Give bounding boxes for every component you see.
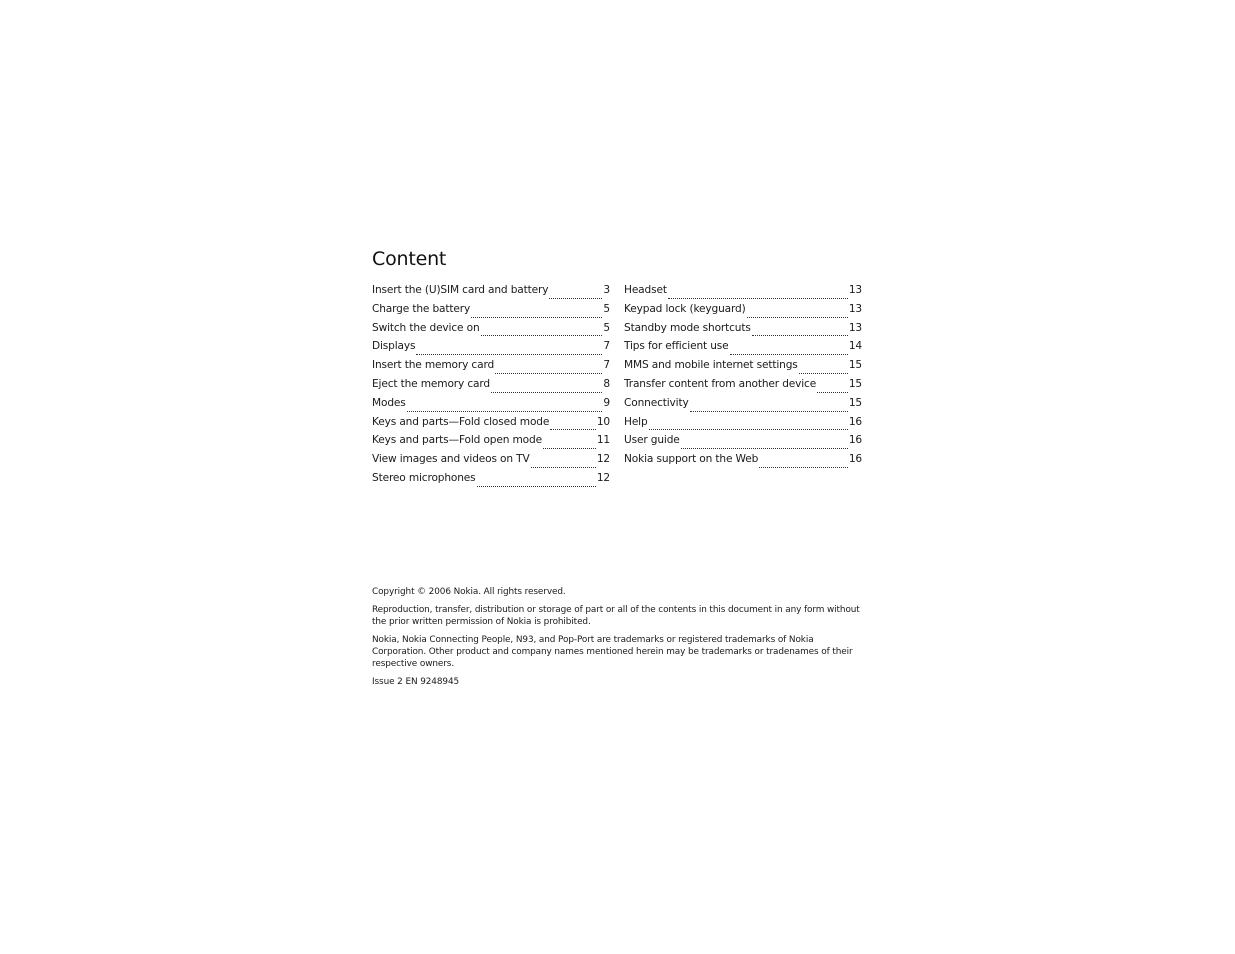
toc-entry-page: 15	[848, 396, 862, 409]
toc-entry-label: Connectivity	[624, 396, 689, 409]
toc-entry-label: Switch the device on	[372, 321, 480, 334]
toc-entry[interactable]	[624, 322, 862, 341]
toc-entry-page: 12	[596, 453, 610, 466]
toc-entry-label: Charge the battery	[372, 302, 471, 315]
toc-entry-page: 16	[848, 453, 862, 466]
toc-entry[interactable]	[372, 359, 610, 378]
toc-leader-dots	[759, 465, 848, 468]
toc-entry-label: Keys and parts—Fold closed mode	[372, 415, 550, 428]
toc-entry[interactable]	[372, 472, 610, 491]
toc-entry-page: 5	[603, 321, 610, 334]
toc-entry-page: 15	[848, 359, 862, 372]
toc-leader-dots	[416, 352, 602, 355]
toc-entry[interactable]	[372, 397, 610, 416]
toc-entry-label: MMS and mobile internet settings	[624, 359, 798, 372]
copyright-text: Copyright © 2006 Nokia. All rights reserved.	[372, 587, 566, 597]
toc-entry[interactable]	[624, 284, 862, 303]
toc-entry-page: 13	[848, 284, 862, 296]
toc-entry-page: 13	[848, 302, 862, 315]
toc-leader-dots	[730, 352, 848, 355]
toc-entry[interactable]	[624, 416, 862, 435]
toc-entry[interactable]	[372, 416, 610, 435]
toc-entry-label: Headset	[624, 284, 667, 296]
legal-notice	[372, 586, 866, 694]
toc-entry-page: 14	[848, 340, 862, 353]
toc-entry[interactable]	[372, 453, 610, 472]
toc-entry[interactable]	[624, 303, 862, 322]
toc-entry[interactable]	[624, 378, 862, 397]
toc-entry-page: 11	[596, 434, 610, 447]
toc-entry-label: Keypad lock (keyguard)	[624, 302, 746, 315]
toc-leader-dots	[690, 409, 848, 412]
toc-entry-page: 15	[848, 377, 862, 390]
toc-entry-label: Nokia support on the Web	[624, 453, 759, 466]
toc-entry[interactable]	[372, 322, 610, 341]
toc-entry-page: 8	[603, 377, 610, 390]
toc-leader-dots	[752, 333, 848, 336]
toc-leader-dots	[495, 371, 602, 374]
toc-leader-dots	[531, 465, 596, 468]
toc-entry[interactable]	[624, 453, 862, 472]
toc-entry-label: Keys and parts—Fold open mode	[372, 434, 542, 447]
toc-leader-dots	[481, 333, 603, 336]
toc-entry[interactable]	[624, 340, 862, 359]
toc-right-column	[624, 284, 862, 472]
toc-entry[interactable]	[372, 303, 610, 322]
toc-entry[interactable]	[372, 284, 610, 303]
toc-entry-page: 3	[603, 284, 610, 296]
toc-entry-label: Standby mode shortcuts	[624, 321, 751, 334]
toc-entry-label: Stereo microphones	[372, 471, 476, 484]
toc-leader-dots	[491, 390, 602, 393]
toc-entry[interactable]	[372, 340, 610, 359]
toc-entry-label: User guide	[624, 434, 680, 447]
toc-leader-dots	[817, 390, 848, 393]
toc-entry[interactable]	[372, 434, 610, 453]
toc-leader-dots	[471, 315, 602, 318]
toc-left-column	[372, 284, 610, 491]
toc-leader-dots	[477, 484, 596, 487]
toc-entry-page: 16	[848, 434, 862, 447]
toc-entry-page: 9	[603, 396, 610, 409]
reproduction-notice: Reproduction, transfer, distribution or storage of part or all of the contents in this document in any form without the prior written permission of Nokia is prohibited.	[372, 605, 860, 627]
issue-number: Issue 2 EN 9248945	[372, 677, 460, 687]
toc-leader-dots	[799, 371, 848, 374]
toc-entry-label: Transfer content from another device	[624, 377, 817, 390]
toc-entry[interactable]	[372, 378, 610, 397]
toc-entry[interactable]	[624, 397, 862, 416]
toc-entry-label: Displays	[372, 340, 416, 353]
toc-leader-dots	[649, 427, 848, 430]
toc-leader-dots	[681, 446, 848, 449]
toc-entry[interactable]	[624, 359, 862, 378]
page-title: Content	[372, 248, 447, 270]
toc-entry-label: Tips for efficient use	[624, 340, 729, 353]
toc-entry-page: 5	[603, 302, 610, 315]
toc-entry-label: View images and videos on TV	[372, 453, 530, 466]
toc-entry-label: Modes	[372, 396, 406, 409]
toc-entry-label: Eject the memory card	[372, 377, 490, 390]
toc-entry-page: 16	[848, 415, 862, 428]
toc-leader-dots	[407, 409, 603, 412]
toc-entry-page: 13	[848, 321, 862, 334]
toc-entry-page: 10	[596, 415, 610, 428]
toc-entry[interactable]	[624, 434, 862, 453]
toc-entry-page: 7	[603, 359, 610, 372]
trademark-notice: Nokia, Nokia Connecting People, N93, and Pop-Port are trademarks or registered trademarks of Nokia Corporation. Other product and company names mentioned herein may be trademarks or tradenames of their respective owners.	[372, 635, 853, 669]
toc-leader-dots	[543, 446, 596, 449]
toc-entry-label: Insert the memory card	[372, 359, 495, 372]
toc-leader-dots	[747, 315, 848, 318]
toc-entry-page: 12	[596, 471, 610, 484]
toc-leader-dots	[549, 296, 602, 299]
toc-entry-label: Insert the (U)SIM card and battery	[372, 284, 549, 296]
toc-leader-dots	[550, 427, 596, 430]
toc-entry-label: Help	[624, 415, 648, 428]
toc-entry-page: 7	[603, 340, 610, 353]
toc-leader-dots	[668, 296, 848, 299]
